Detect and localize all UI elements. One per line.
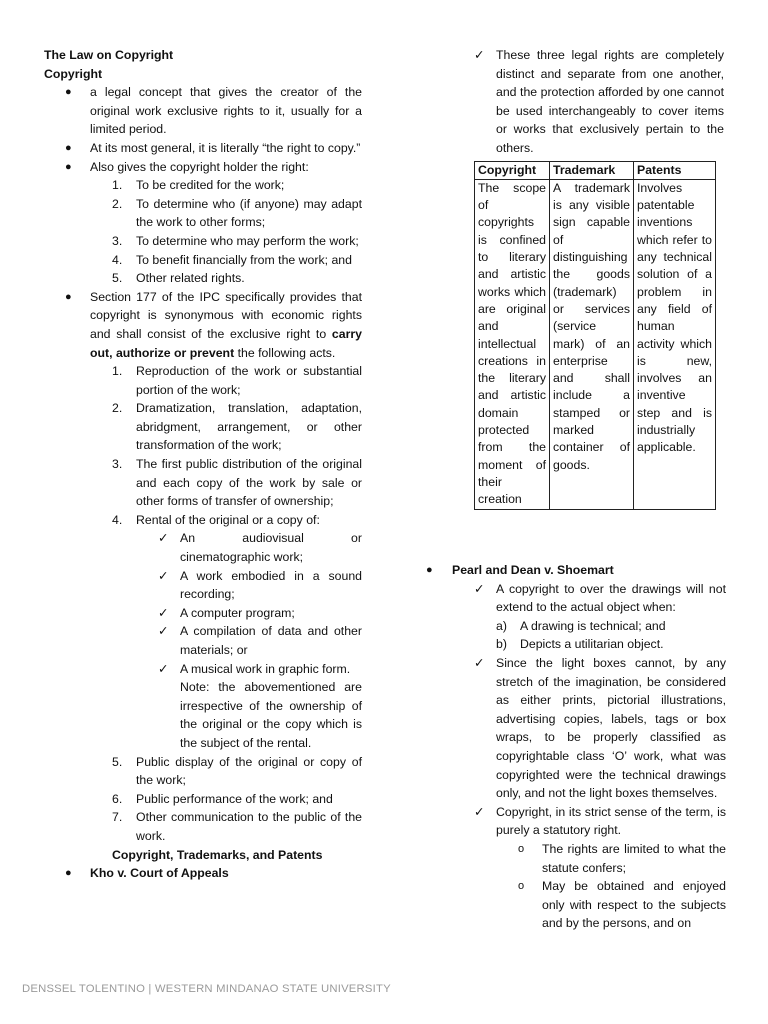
list-item: 2. Dramatization, translation, adaptation, abridgment, arrangement, or other transformation of the work; (112, 401, 362, 453)
list-item: o The rights are limited to what the statute confers; (496, 840, 726, 877)
left-column (44, 46, 362, 883)
list-item: 7. Other communication to the public of the work. (112, 810, 362, 843)
list-item: b) Depicts a utilitarian object. (496, 637, 664, 652)
bullet-icon: ● (65, 867, 72, 880)
bullet-icon: ● (426, 564, 433, 576)
list-item: ✓ Copyright, in its strict sense of the term, is purely a statutory right. (474, 803, 726, 840)
list-item: ✓ A compilation of data and other materials; or (44, 622, 362, 659)
list-item: o May be obtained and enjoyed only with respect to the subjects and by the persons, and on (496, 877, 726, 933)
checkmark-icon: ✓ (474, 48, 485, 62)
list-item: 3. The first public distribution of the original and each copy of the work by sale or other forms of transfer of ownership; (112, 457, 362, 509)
checkmark-icon: ✓ (158, 661, 169, 676)
list-item: ● At its most general, it is literally “the right to copy.” (44, 139, 362, 158)
checkmark-icon: ✓ (158, 605, 169, 620)
list-item: ✓ A copyright to over the drawings will not extend to the actual object when: (474, 580, 726, 617)
bullet-icon: ● (65, 290, 72, 303)
list-item: ✓ Since the light boxes cannot, by any stretch of the imagination, be considered as either prints, pictorial illustrations, advertising copies, labels, tags or box wraps, to be properly classified as copyrightable class ‘O’ work, what was copyrighted were the technical drawings only, and not the light boxes themselves. (474, 654, 726, 803)
page-footer: DENSSEL TOLENTINO | WESTERN MINDANAO STATE UNIVERSITY (22, 983, 391, 995)
list-item: ● Also gives the copyright holder the right: (44, 158, 362, 177)
list-item: 4. To benefit financially from the work; and (112, 252, 352, 267)
list-item: 5. Other related rights. (112, 271, 245, 286)
list-item: ✓ These three legal rights are completely distinct and separate from one another, and the protection afforded by one cannot be used interchangeably to cover items or works that exclusively pertain to the others. (474, 46, 724, 158)
bullet-icon: ● (65, 141, 72, 154)
list-item: ✓ An audiovisual or cinematographic work; (44, 529, 362, 566)
section-heading: Copyright (44, 66, 103, 81)
checkmark-icon: ✓ (474, 655, 485, 670)
right-column (474, 46, 724, 510)
comparison-table (474, 161, 716, 510)
table-cell: The scope of copyrights is confined to literary and artistic works which are original and intellectual creations in the literary and artistic domain protected from the moment of their creation (475, 179, 550, 509)
checkmark-icon: ✓ (158, 624, 169, 639)
checkmark-icon: ✓ (474, 581, 485, 596)
table-cell: Involves patentable inventions which refer to any technical solution of a problem in any field of human activity which is new, involves an inventive step and is industrially applicable. (634, 179, 716, 509)
table-header-row (475, 161, 716, 179)
bullet-icon: ● (65, 160, 72, 173)
table-header: Copyright (475, 161, 550, 179)
bullet-icon: ● (65, 86, 72, 99)
checkmark-icon: ✓ (158, 531, 169, 546)
list-item: 1. To be credited for the work; (112, 178, 285, 193)
list-item: 2. To determine who (if anyone) may adapt the work to other forms; (112, 196, 362, 230)
circle-bullet-icon: o (518, 842, 525, 855)
list-item: ✓ A work embodied in a sound recording; (44, 567, 362, 604)
case-title: Kho v. Court of Appeals (90, 866, 229, 881)
list-item (426, 561, 726, 580)
list-item: 6. Public performance of the work; and (112, 791, 333, 806)
case-title: Pearl and Dean v. Shoemart (452, 563, 614, 577)
table-header: Trademark (550, 161, 634, 179)
list-item: 5. Public display of the original or copy of the work; (112, 754, 362, 788)
list-item: 1. Reproduction of the work or substantial portion of the work; (112, 364, 362, 397)
circle-bullet-icon: o (518, 880, 525, 893)
list-item: ✓ A musical work in graphic form. (44, 660, 362, 679)
list-item: 4. Rental of the original or a copy of: (112, 512, 320, 527)
rental-note: Note: the abovementioned are irrespective of the ownership of the original or the copy which is the subject of the rental. (180, 680, 362, 750)
pearl-section (426, 561, 726, 933)
list-item: a) A drawing is technical; and (496, 618, 666, 633)
list-item (44, 864, 362, 883)
list-item: ✓ A computer program; (44, 604, 362, 623)
list-item: ● a legal concept that gives the creator of the original work exclusive rights to it, usually for a limited period. (44, 83, 362, 139)
subsection-heading: Copyright, Trademarks, and Patents (112, 847, 323, 862)
checkmark-icon: ✓ (158, 568, 169, 583)
table-cell: A trademark is any visible sign capable of distinguishing the goods (trademark) or services (service mark) of an enterprise and shall include a stamped or marked container of goods. (550, 179, 634, 509)
list-item: 3. To determine who may perform the work; (112, 233, 359, 248)
list-item: ● Section 177 of the IPC specifically provides that copyright is synonymous with economic rights and shall consist of the exclusive right to carry out, authorize or prevent the following acts. (44, 288, 362, 362)
table-header: Patents (634, 161, 716, 179)
page-title: The Law on Copyright (44, 48, 174, 62)
table-row (475, 179, 716, 509)
checkmark-icon: ✓ (474, 804, 485, 819)
